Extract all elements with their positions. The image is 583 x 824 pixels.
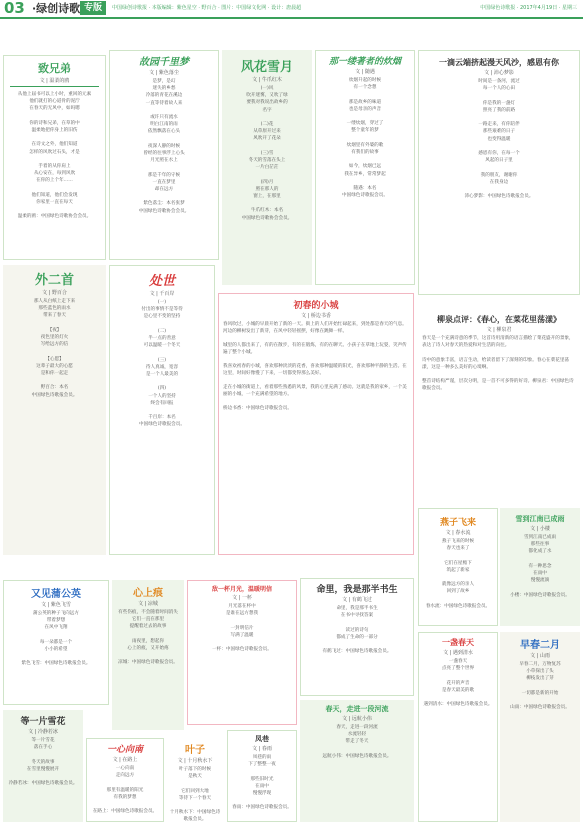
article-xuehua (3, 710, 83, 822)
article-body: 一心向南 走向远方 那里有温暖的阳光 有我的梦想 在路上：中国绿色诗歌报会员。 (92, 766, 158, 815)
article-yezi (166, 738, 224, 822)
article-body: 命里，我是那半书生 在书中寻找答案 读过的诗句 都成了生命的一部分 有鹤飞过：中国绿色诗歌报会员。 (322, 606, 392, 655)
article-heliu (300, 700, 414, 822)
article-author: 文 | 遇到清水 (443, 650, 473, 656)
page-header (0, 0, 583, 19)
section-tag: 专版 (80, 1, 106, 15)
article-fengxiang (227, 730, 297, 822)
article-yixinxiangnan (86, 738, 164, 822)
article-body: 春风吹过，小城的早晨开始了新的一天。街上的人们开始忙碌起来，到处都是春天的气息。河边的柳树发出了新芽，在风中轻轻摇摆，好像在跳舞一样。 城里的人都出来了，有的在散步，有的在锻炼，有的在聊天。小孩子在草地上玩耍，笑声传遍了整个小城。 我喜欢初春的小城，喜欢那种淡淡的花香，喜欢那种温暖的阳光，喜欢那种平静的生活。在这里，时间好像慢了下来，一切都变得那么美好。 走在小城的街道上，看着那些熟悉的风景，我的心里充满了感动。这就是我的家乡，一个美丽的小城，一个充满希望的地方。 桥边书香：中国绿色诗歌报会员。 (223, 322, 407, 411)
article-author: 文 | 紫色落尘 (149, 70, 179, 76)
article-title: 凤巷 (255, 735, 269, 743)
article-title: 一盏春天 (442, 638, 474, 647)
article-title: 处世 (148, 274, 175, 289)
article-title: 致兄弟 (38, 62, 71, 75)
article-author: 文 | 柳泉君 (486, 327, 512, 333)
article-chuchun (218, 293, 414, 555)
article-title: 柳泉点评：《春心，在菜花里荡漾》 (437, 315, 561, 324)
article-chuiyan (315, 50, 415, 285)
article-author: 文 | 一杯 (232, 595, 252, 601)
article-author: 文 | 野百合 (42, 290, 67, 296)
article-body: (一)风 吹开迷雾，又吹了绿 要我对我说出故乡的 名字 (二)花 从草原开过来 风吹开了花朵 (三)雪 冬天的雪落在头上 一片白茫茫 (四)月 照在那人的 窗上，在那里 牛爪红木：本名 中国绿色诗歌协会会员。 (241, 86, 293, 221)
article-yanzi (418, 508, 498, 626)
article-author: 文 | 有鹤飞过 (342, 597, 372, 603)
article-zhixiongdi (3, 55, 106, 260)
article-body: 是梦，是幻 迷失的乡愁 冷落的青花在溪边 一直等待着故人来 或许只有流水 明白江南的雨 依然飘落在心头 夜深人静的时候 曾经的往事浮上心头 月光照在水上 那是千年的守候 一直在梦里 却在远方 紫色落尘：本名张梦 中国绿色诗歌协会会员。 (138, 79, 190, 214)
article-yuebei (187, 580, 297, 725)
article-body: 时间是一条河，流过 每一个人的心田 你是我的一盏灯 照亮了我的前路 一路走来，有你陪伴 那些艰难的日子 也变得温暖 感恩有你，在每一个 风起的日子里 我的朋友，谢谢你 在我身边 沛心梦影：中国绿色诗歌报会员。 (464, 79, 534, 200)
article-author: 文 | 桥边书香 (301, 313, 331, 319)
article-title: 初春的小城 (293, 301, 339, 311)
article-body: 月光落在杯中 是谁在远方想我 一封明信片 写满了温暖 一杯：中国绿色诗歌报会员。 (212, 604, 272, 653)
article-body: 从他上届书可以上小时，重回的元素 他们就打的心道骨的泥泞 在春天的无风中，如吗嗯 你的诗和兄弟，在草的中 温柔地把你身上的旧伤 在诗文之外，他们知道 怎样的风吹过石头，才是 手着的从你肩上 从心安在，每到风吹 在你的上个年…… 他们知道，他们会发现 你家里一直在每天 温柔的鸥：中国绿色诗歌协会会员。 (17, 92, 92, 220)
section-title: ·绿创诗歌 (32, 2, 81, 15)
article-body: 炊烟升起的时候 有一个念想 那是故乡的味道 也是母亲的声音 一缕炊烟，穿过了 整个童年的梦 炊烟里有外婆的歌 有我们的故事 如今，炊烟已远 我在异乡，常常梦起 随遇：本名 中国绿色诗歌报会员。 (342, 78, 388, 199)
article-body: 那人从白纸上走下来 那些蓝色的雨水 带来了春天 【夜】 夜色里的灯火 写给远方的信 【心愿】 这辈子最大的心愿 是和你一起走 野百合：本名 中国绿色诗歌报会员。 (31, 299, 78, 398)
article-body: 有些伤痕，不会随着时间消失 它们一直在那里 提醒着过去的故事 雨夜里，想起你 心上的痕，又开始疼 凉城：中国绿色诗歌报会员。 (118, 610, 178, 666)
article-chushi (109, 265, 215, 555)
article-body: 一盏春天 点亮了整个世界 花开的声音 是春天最美的歌 遇到清水：中国绿色诗歌报会员。 (423, 659, 493, 708)
article-title: 一滴云端挤起漫天风沙，感恩有你 (439, 58, 559, 67)
article-title: 命里，我是那半书生 (316, 585, 398, 595)
editor-info: 中国绿创诗歌报 · 本版编辑：紫色星空 · 野百合 · 图片：中国绿文化网 · 设计：唐晨超 (112, 5, 302, 11)
article-title: 又见蒲公英 (31, 589, 81, 600)
article-author: 文 | 千百岸 (149, 291, 175, 297)
divider (10, 86, 99, 87)
article-author: 文 | 凉城 (138, 601, 158, 607)
article-author: 文 | 小楼 (530, 526, 550, 532)
article-author: 文 | 沛心梦影 (484, 70, 514, 76)
article-ganen (418, 50, 580, 295)
article-title: 等一片雪花 (20, 717, 66, 727)
issue-date: 中国绿色诗歌报 · 2017年4月19日 · 星期三 (480, 5, 577, 11)
article-body: 早春二月，万物复苏 小草探出了头 柳枝发出了芽 一切都是新的开始 山雨：中国绿色诗歌报会员。 (510, 662, 570, 711)
article-title: 叶子 (185, 745, 205, 756)
article-body: 叶子落下的时候 是秋天 它们回到大地 等待下一个春天 十月秋水下：中国绿色诗歌报会员。 (169, 767, 221, 822)
article-body: 等一片雪花 落在手心 冬天的故事 在雪里慢慢展开 冷静若冰：中国绿色诗歌报会员。 (8, 738, 78, 787)
article-author: 文 | 随遇 (355, 69, 375, 75)
article-title: 春天，走进一段河流 (325, 705, 389, 713)
article-author: 文 | 紫色飞雪 (41, 602, 71, 608)
article-xuedaojiangnan (500, 508, 580, 626)
article-liuquan (418, 300, 580, 500)
article-author: 文 | 远航小伟 (342, 716, 372, 722)
article-author: 文 | 在路上 (112, 757, 138, 763)
article-pugongying (3, 580, 109, 705)
article-fenghuaxueyue (222, 50, 312, 285)
article-author: 文 | 春水流 (445, 530, 471, 536)
article-title: 燕子飞来 (439, 518, 476, 528)
article-title: 风花雪月 (240, 60, 293, 75)
article-author: 文 | 春雨 (252, 746, 272, 752)
article-author: 文 | 冷静若冰 (28, 729, 58, 735)
article-author: 文 | 山雨 (530, 653, 550, 659)
article-body: 凤巷的雨 下了整整一夜 那些旧时光 在雨中 慢慢浮现 春雨：中国绿色诗歌报会员。 (232, 755, 292, 811)
article-shusheng (300, 578, 414, 696)
article-body: 春天是一个充满诗意的季节，这首诗用清新的语言描绘了菜花盛开的景象，表达了诗人对春天的热爱和对生活的向往。 诗中的意象丰富，语言生动，给读者留下了深刻的印象。春心在菜花里荡漾，这是一种多么美好的心境啊。 整首诗结构严谨，层次分明，是一首不可多得的好诗。柳泉君：中国绿色诗歌报会员。 (422, 336, 574, 392)
article-xinshanghen (112, 580, 184, 730)
article-title: 雪到江南已成雨 (515, 515, 565, 523)
page-number: 03 (4, 0, 25, 17)
article-title: 早春二月 (520, 640, 560, 651)
article-body: 燕子飞来的时候 春天也来了 它们在屋檐下 筑起了新家 就像远方的亲人 回到了故乡 春水流：中国绿色诗歌报会员。 (425, 539, 491, 609)
article-waierhou (3, 265, 106, 555)
article-guyuan (109, 50, 219, 260)
article-yizhanchuntian (418, 632, 498, 822)
article-body: (一) 付出的事情不是等待 是心里不变的坚持 (二) 半一点的善意 可以温暖一个冬天 (三) 待人真诚，宽容 是一个人最美的 (四) 一个人的坚持 终会有回报 千百岸：本名 中国绿色诗歌报会员。 (139, 300, 185, 428)
article-author: 文 | 十月秋水下 (177, 758, 213, 764)
article-title: 一心向南 (106, 745, 143, 755)
article-body: 雪到江南已成雨 那些往事 都化成了水 有一种思念 在雨中 慢慢流淌 小楼：中国绿色诗歌报会员。 (510, 535, 570, 598)
article-body: 蒲公英的种子飞向远方 带着梦想 在风中飞翔 每一朵都是一个 小小的希望 紫色飞雪：中国绿色诗歌报会员。 (21, 611, 91, 667)
article-author: 文 | 温柔的鸥 (39, 78, 70, 84)
article-zaochun (500, 632, 580, 822)
article-title: 外二首 (34, 273, 74, 288)
article-author: 文 | 牛爪红木 (252, 77, 282, 83)
article-title: 心上痕 (133, 588, 163, 599)
article-title: 那一缕著者的炊烟 (328, 57, 401, 67)
article-body: 春天，走进一段河流 水流轻轻 带走了冬天 远航小伟：中国绿色诗歌报会员。 (322, 725, 392, 759)
article-title: 故园千里梦 (139, 57, 189, 68)
article-title: 敌一杯月光，温暖明信 (211, 586, 272, 593)
